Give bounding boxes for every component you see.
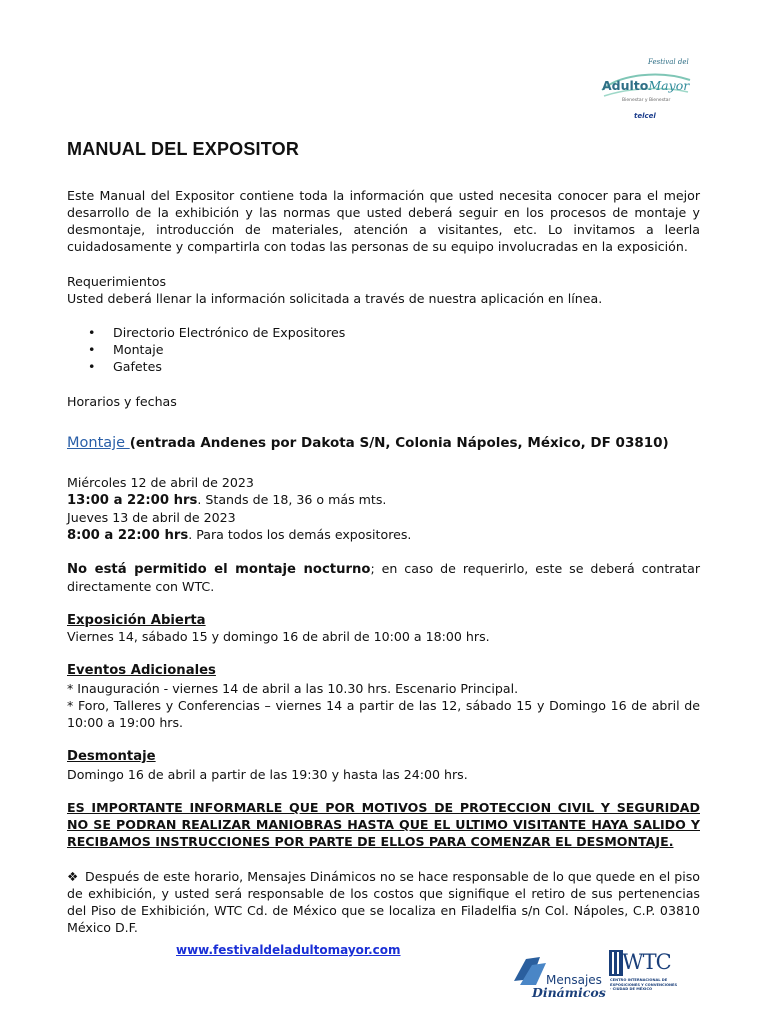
montaje-day1-hours: 13:00 a 22:00 hrs [67,493,198,508]
post-hours-note [67,868,700,936]
montaje-location: (entrada Andenes por Dakota S/N, Colonia Nápoles, México, DF 03810) [129,435,669,451]
wtc-emblem-icon [609,950,623,976]
list-item: • Directorio Electrónico de Expositores [88,324,345,341]
wtc-logo [607,948,677,1004]
exposicion-heading: Exposición Abierta [67,613,206,628]
mensajes-dinamicos-logo [510,947,606,1007]
md-word-2: Dinámicos [532,985,606,1000]
desmontaje-text: Domingo 16 de abril a partir de las 19:30 y hasta las 24:00 hrs. [67,767,468,782]
wtc-subtitle: CENTRO INTERNACIONAL DE EXPOSICIONES Y CONVENCIONES · CIUDAD DE MÉXICO [610,978,678,991]
night-montaje-paragraph [67,560,700,595]
requirements-text: Usted deberá llenar la información solicitada a través de nuestra aplicación en línea. [67,291,603,306]
desmontaje-heading: Desmontaje [67,749,156,764]
montaje-day2-hours: 8:00 a 22:00 hrs [67,528,189,543]
montaje-heading [67,433,717,453]
intro-paragraph: Este Manual del Expositor contiene toda la información que usted necesita conocer para el mejor desarrollo de la exhibición y las normas que usted deberá seguir en los procesos de montaje y desmontaje, introducción de materiales, atención a visitantes, etc. Lo invitamos a leerla cuidadosamente y compartirla con todas las personas de su equipo involucradas en la exposición. [67,188,700,254]
montaje-day2-line [67,526,700,544]
logo-adulto-text: Adulto [602,78,649,93]
schedule-heading: Horarios y fechas [67,394,177,409]
montaje-day1-date: Miércoles 12 de abril de 2023 [67,475,254,490]
requirements-heading: Requerimientos [67,274,167,289]
logo-tagline: Bienestar y Bienestar [622,98,671,103]
wtc-wordmark: WTC [622,950,671,974]
post-hours-text: Después de este horario, Mensajes Dinámicos no se hace responsable de lo que quede en el piso de exhibición, y usted será responsable de los costos que signifique el retiro de sus pertenencias del Piso de Exhibición, WTC Cd. de México que se localiza en Filadelfia s/n Col. Nápoles, C.P. 03810 México D.F. [67,869,700,935]
montaje-day1-line [67,491,700,509]
eventos-heading: Eventos Adicionales [67,663,216,678]
logo-festival-text: Festival del [648,58,689,66]
exposicion-text: Viernes 14, sábado 15 y domingo 16 de abril de 10:00 a 18:00 hrs. [67,629,490,644]
eventos-line-2: * Foro, Talleres y Conferencias – viernes 14 a partir de las 12, sábado 15 y Domingo 16 de abril de 10:00 a 19:00 hrs. [67,698,700,730]
diamond-bullet-icon: ❖ [67,869,79,884]
md-word-1: Mensajes [546,973,602,987]
montaje-day2-note: . Para todos los demás expositores. [188,527,412,542]
night-montaje-bold: No está permitido el montaje nocturno [67,562,371,577]
sponsor-logo-text: telcel [634,112,656,120]
safety-warning: ES IMPORTANTE INFORMARLE QUE POR MOTIVOS DE PROTECCION CIVIL Y SEGURIDAD NO SE PODRAN REALIZAR MANIOBRAS HASTA QUE EL ULTIMO VISITANTE HAYA SALIDO Y RECIBAMOS INSTRUCCIONES POR PARTE DE ELLOS PARA COMENZAR EL DESMONTAJE. [67,800,700,849]
logo-mayor-text: Mayor [648,78,690,93]
page-title: MANUAL DEL EXPOSITOR [67,139,300,159]
website-link[interactable]: www.festivaldeladultomayor.com [176,943,401,957]
montaje-link[interactable]: Montaje [67,435,130,451]
montaje-day2-date: Jueves 13 de abril de 2023 [67,510,236,525]
festival-logo [594,50,694,136]
eventos-line-1: * Inauguración - viernes 14 de abril a las 10.30 hrs. Escenario Principal. [67,681,519,696]
requirements-list [88,324,345,375]
list-item: • Gafetes [88,358,345,375]
logo-wordmark [602,78,689,93]
montaje-day1-note: . Stands de 18, 36 o más mts. [197,492,387,507]
list-item: • Montaje [88,341,345,358]
night-montaje-rest: ; en caso de requerirlo, este se deberá contratar directamente con WTC. [67,561,700,594]
